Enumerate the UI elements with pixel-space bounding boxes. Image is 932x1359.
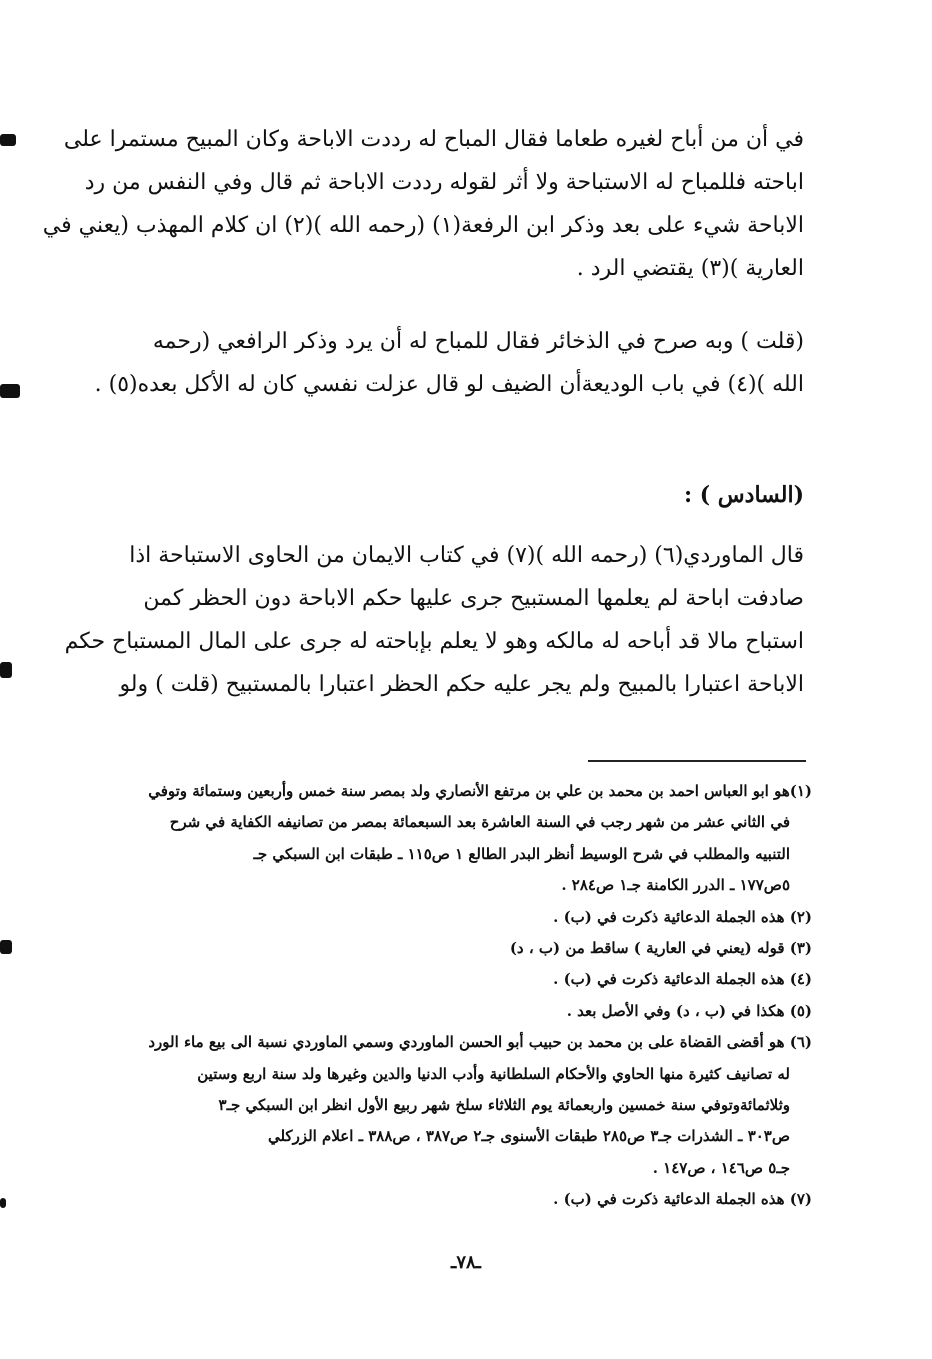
scan-mark (0, 662, 12, 678)
footnote-2 (112, 902, 812, 933)
footnote-7 (112, 1184, 812, 1215)
text-line: العارية )(٣) يقتضي الرد . (576, 256, 804, 281)
scan-mark (0, 1198, 6, 1208)
footnote-1 (112, 776, 812, 902)
footnote-line: (٦) هو أقضى القضاة على بن محمد بن حبيب أبو الحسن الماوردي وسمي الماوردي نسبة الى بيع ماء الورد (148, 1033, 812, 1052)
footnotes (112, 776, 812, 1216)
text-line: صادفت اباحة لم يعلمها المستبيح جرى عليها حكم الاباحة دون الحظر كمن (143, 586, 804, 611)
footnote-line: له تصانيف كثيرة منها الحاوي والأحكام السلطانية وأدب الدنيا والدين وغيرها ولد سنة اربع وستين (197, 1064, 790, 1083)
scan-mark (0, 940, 12, 954)
paragraph-2 (94, 320, 804, 406)
text-line: الله )(٤) في باب الوديعةأن الضيف لو قال عزلت نفسي كان له الأكل بعده(٥) . (94, 372, 804, 397)
footnote-line: جـ٥ ص١٤٦ ، ص١٤٧ . (652, 1158, 790, 1177)
text-line: اباحته فللمباح له الاستباحة ولا أثر لقوله رددت الاباحة ثم قال وفي النفس من رد (84, 170, 804, 195)
footnote-line: (٤) هذه الجملة الدعائية ذكرت في (ب) . (553, 970, 812, 989)
scan-mark (0, 384, 20, 398)
scan-mark (0, 134, 16, 146)
text-line: (قلت ) وبه صرح في الذخائر فقال للمباح له أن يرد وذكر الرافعي (رحمه (152, 329, 804, 354)
footnote-line: (٧) هذه الجملة الدعائية ذكرت في (ب) . (553, 1190, 812, 1209)
paragraph-3 (64, 534, 804, 706)
footnote-line: (١)هو ابو العباس احمد بن محمد بن علي بن مرتفع الأنصاري ولد بمصر سنة خمس وأربعين وستمائة وتوفي (148, 782, 812, 800)
section-heading: (السادس ) : (683, 482, 804, 508)
footnote-line: (٢) هذه الجملة الدعائية ذكرت في (ب) . (553, 907, 812, 926)
text-line: قال الماوردي(٦) (رحمه الله )(٧) في كتاب الايمان من الحاوى الاستباحة اذا (129, 543, 804, 568)
footnote-line: (٣) قوله (يعني في العارية ) ساقط من (ب ، د) (509, 939, 812, 958)
footnote-5 (112, 996, 812, 1027)
footnote-line: ص٣٠٣ ـ الشذرات جـ٣ ص٢٨٥ طبقات الأسنوى جـ٢ ص٣٨٧ ، ص٣٨٨ ـ اعلام الزركلي (267, 1127, 790, 1146)
footnote-6 (112, 1027, 812, 1184)
text-line: في أن من أباح لغيره طعاما فقال المباح له رددت الاباحة وكان المبيح مستمرا على (63, 127, 804, 152)
footnote-3 (112, 933, 812, 964)
footnote-line: في الثاني عشر من شهر رجب في السنة العاشرة بعد السبعمائة بمصر من تصانيفه الكفاية في شرح (169, 813, 790, 832)
paragraph-1 (42, 118, 804, 290)
footnote-line: (٥) هكذا في (ب ، د) وفي الأصل بعد . (566, 1001, 812, 1020)
footnote-separator (588, 760, 806, 762)
page-number: ـ٧٨ـ (451, 1252, 481, 1273)
text-line: الاباحة اعتبارا بالمبيح ولم يجر عليه حكم الحظر اعتبارا بالمستبيح (قلت ) ولو (119, 672, 804, 697)
footnote-line: التنبيه والمطلب في شرح الوسيط أنظر البدر الطالع ١ ص١١٥ ـ طبقات ابن السبكي جـ (253, 844, 790, 863)
footnote-line: وثلاثمائةوتوفي سنة خمسين واربعمائة يوم الثلاثاء سلخ شهر ربيع الأول انظر ابن السبكي جـ٣ (218, 1096, 790, 1115)
text-line: الاباحة شيء على بعد وذكر ابن الرفعة(١) (رحمه الله )(٢) ان كلام المهذب (يعني في (42, 213, 804, 238)
text-line: استباح مالا قد أباحه له مالكه وهو لا يعلم بإباحته له جرى على المال المستباح حكم (64, 629, 804, 654)
footnote-4 (112, 964, 812, 995)
footnote-line: ٥ص١٧٧ ـ الدرر الكامنة جـ١ ص٢٨٤ . (561, 876, 790, 895)
